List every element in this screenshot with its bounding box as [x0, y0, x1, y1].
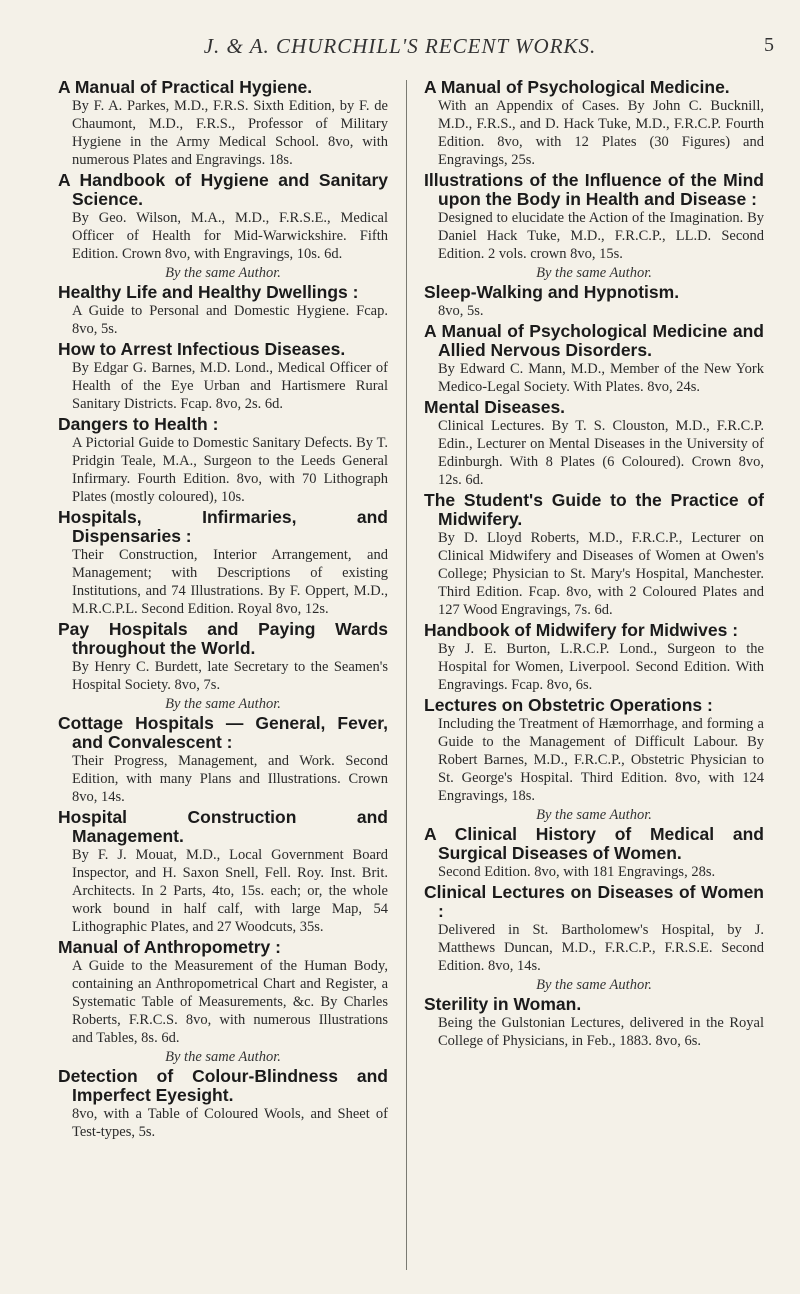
- book-entry: [58, 340, 388, 413]
- book-entry: [424, 283, 764, 320]
- left-column: [58, 78, 388, 1274]
- book-title: Healthy Life and Healthy Dwellings :: [58, 282, 359, 302]
- book-title: Detection of Colour-Blindness and Imperfect Eyesight.: [58, 1066, 388, 1105]
- book-entry: [58, 1067, 388, 1141]
- book-description: Second Edition. 8vo, with 181 Engravings, 28s.: [438, 864, 716, 880]
- book-title: Clinical Lectures on Diseases of Women :: [424, 882, 764, 921]
- book-description: Including the Treatment of Hæmorrhage, and forming a Guide to the Management of Difficult Labour. By Robert Barnes, M.D., F.R.C.P., Obstetric Physician to St. George's Hospital. Third Edition. 8vo, with 124 Engravings, 18s.: [438, 716, 764, 804]
- book-title: Hospital Construction and Management.: [58, 807, 388, 846]
- book-description: Their Progress, Management, and Work. Second Edition, with many Plans and Illustrations. Crown 8vo, 14s.: [72, 753, 388, 805]
- same-author-note: By the same Author.: [165, 696, 281, 712]
- page-number: 5: [764, 34, 774, 56]
- book-description: Their Construction, Interior Arrangement, and Management; with Descriptions of existing Institutions, and 74 Illustrations. By F. Oppert, M.D., M.R.C.P.L. Second Edition. Royal 8vo, 12s.: [72, 547, 388, 617]
- running-head: [0, 34, 800, 64]
- book-entry: [424, 995, 764, 1050]
- book-title: Mental Diseases.: [424, 397, 566, 417]
- book-description: By J. E. Burton, L.R.C.P. Lond., Surgeon to the Hospital for Women, Liverpool. Second Edition. With Engravings. Fcap. 8vo, 6s.: [438, 641, 764, 693]
- book-title: How to Arrest Infectious Diseases.: [58, 339, 346, 359]
- book-description: Designed to elucidate the Action of the Imagination. By Daniel Hack Tuke, M.D., F.R.C.P., LL.D. Second Edition. 2 vols. crown 8vo, 15s.: [438, 210, 764, 262]
- book-entry: [58, 620, 388, 694]
- book-description: A Guide to Personal and Domestic Hygiene. Fcap. 8vo, 5s.: [72, 303, 388, 337]
- book-entry: [58, 808, 388, 936]
- book-entry: [424, 825, 764, 881]
- book-entry: [424, 78, 764, 169]
- book-entry: [58, 171, 388, 263]
- book-description: A Guide to the Measurement of the Human Body, containing an Anthropometrical Chart and Register, a Systematic Table of Measurements, &c. By Charles Roberts, F.R.C.S. 8vo, with numerous Illustrations and Tables, 8s. 6d.: [72, 958, 388, 1046]
- book-entry: [58, 938, 388, 1047]
- book-title: A Manual of Practical Hygiene.: [58, 78, 313, 97]
- book-title: The Student's Guide to the Practice of Midwifery.: [424, 490, 764, 529]
- same-author-note: By the same Author.: [165, 1049, 281, 1065]
- book-title: Cottage Hospitals — General, Fever, and Convalescent :: [58, 713, 388, 752]
- book-description: By Henry C. Burdett, late Secretary to the Seamen's Hospital Society. 8vo, 7s.: [72, 659, 388, 693]
- book-description: By F. J. Mouat, M.D., Local Government Board Inspector, and H. Saxon Snell, Fell. Roy. Inst. Brit. Architects. In 2 Parts, 4to, 15s. each; or, the whole work bound in half calf, with large Map, 54 Lithographic Plates, and 27 Woodcuts, 35s.: [72, 847, 388, 935]
- book-description: Clinical Lectures. By T. S. Clouston, M.D., F.R.C.P. Edin., Lecturer on Mental Diseases in the University of Edinburgh. With 8 Plates (6 Coloured). Crown 8vo, 12s. 6d.: [438, 418, 764, 488]
- book-title: Lectures on Obstetric Operations :: [424, 695, 713, 715]
- same-author-note: By the same Author.: [165, 265, 281, 281]
- same-author-note: By the same Author.: [536, 265, 652, 281]
- book-title: Manual of Anthropometry :: [58, 937, 281, 957]
- running-title: J. & A. CHURCHILL'S RECENT WORKS.: [203, 34, 597, 58]
- book-description: 8vo, with a Table of Coloured Wools, and Sheet of Test-types, 5s.: [72, 1106, 388, 1140]
- same-author-note: By the same Author.: [536, 807, 652, 823]
- book-title: A Manual of Psychological Medicine.: [424, 78, 730, 97]
- book-entry: [424, 398, 764, 489]
- book-title: A Clinical History of Medical and Surgical Diseases of Women.: [424, 824, 764, 863]
- book-description: By Geo. Wilson, M.A., M.D., F.R.S.E., Medical Officer of Health for Mid-Warwickshire. Fifth Edition. Crown 8vo, with Engravings, 10s. 6d.: [72, 210, 388, 262]
- book-description: By F. A. Parkes, M.D., F.R.S. Sixth Edition, by F. de Chaumont, M.D., F.R.S., Professor of Military Hygiene in the Army Medical School. 8vo, with numerous Plates and Engravings. 18s.: [72, 98, 388, 168]
- book-title: A Manual of Psychological Medicine and Allied Nervous Disorders.: [424, 321, 764, 360]
- book-entry: [424, 491, 764, 619]
- book-description: By Edgar G. Barnes, M.D. Lond., Medical Officer of Health of the Eye Urban and Hartismere Rural Sanitary Districts. Fcap. 8vo, 2s. 6d.: [72, 360, 388, 412]
- book-entry: [424, 621, 764, 694]
- book-title: Illustrations of the Influence of the Mind upon the Body in Health and Disease :: [424, 170, 764, 209]
- book-entry: [424, 696, 764, 805]
- book-entry: [58, 78, 388, 169]
- book-entry: [58, 508, 388, 618]
- right-column: [424, 78, 764, 1274]
- book-entry: [58, 415, 388, 506]
- book-title: Sleep-Walking and Hypnotism.: [424, 282, 680, 302]
- column-divider: [406, 80, 407, 1270]
- book-title: A Handbook of Hygiene and Sanitary Science.: [58, 170, 388, 209]
- book-title: Sterility in Woman.: [424, 994, 582, 1014]
- same-author-note: By the same Author.: [536, 977, 652, 993]
- book-title: Handbook of Midwifery for Midwives :: [424, 620, 739, 640]
- book-title: Dangers to Health :: [58, 414, 219, 434]
- book-entry: [424, 883, 764, 975]
- book-description: 8vo, 5s.: [438, 303, 484, 319]
- book-description: By Edward C. Mann, M.D., Member of the New York Medico-Legal Society. With Plates. 8vo, 24s.: [438, 361, 764, 395]
- book-description: A Pictorial Guide to Domestic Sanitary Defects. By T. Pridgin Teale, M.A., Surgeon to the Leeds General Infirmary. Fourth Edition. 8vo, with 70 Lithograph Plates (mostly coloured), 10s.: [72, 435, 388, 505]
- book-description: Delivered in St. Bartholomew's Hospital, by J. Matthews Duncan, M.D., F.R.C.P., F.R.S.E. Second Edition. 8vo, 14s.: [438, 922, 764, 974]
- book-entry: [424, 322, 764, 396]
- book-entry: [58, 283, 388, 338]
- book-description: With an Appendix of Cases. By John C. Bucknill, M.D., F.R.S., and D. Hack Tuke, M.D., F.R.C.P. Fourth Edition. 8vo, with 12 Plates (30 Figures) and Engravings, 25s.: [438, 98, 764, 168]
- book-description: Being the Gulstonian Lectures, delivered in the Royal College of Physicians, in Feb., 1883. 8vo, 6s.: [438, 1015, 764, 1049]
- book-description: By D. Lloyd Roberts, M.D., F.R.C.P., Lecturer on Clinical Midwifery and Diseases of Women at Owen's College; Physician to St. Mary's Hospital, Manchester. Third Edition. Fcap. 8vo, with 2 Coloured Plates and 127 Wood Engravings, 7s. 6d.: [438, 530, 764, 618]
- book-title: Pay Hospitals and Paying Wards throughout the World.: [58, 619, 388, 658]
- book-entry: [58, 714, 388, 806]
- book-title: Hospitals, Infirmaries, and Dispensaries :: [58, 507, 388, 546]
- book-entry: [424, 171, 764, 263]
